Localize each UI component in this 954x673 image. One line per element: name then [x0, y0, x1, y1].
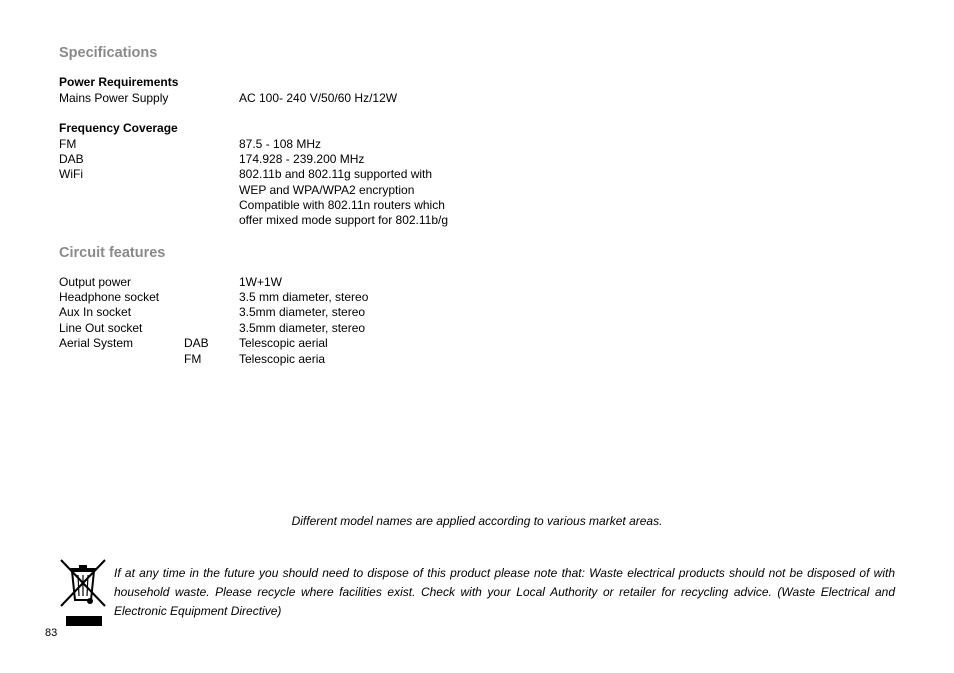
spec-label: Mains Power Supply: [59, 91, 169, 105]
circuit-sub-label: FM: [184, 352, 202, 366]
circuit-label: Line Out socket: [59, 321, 143, 335]
spec-value: 174.928 - 239.200 MHz: [239, 152, 365, 166]
circuit-value: 3.5mm diameter, stereo: [239, 305, 366, 319]
spec-label: WiFi: [59, 167, 83, 181]
circuit-value: 3.5mm diameter, stereo: [239, 321, 366, 335]
circuit-label: Headphone socket: [59, 290, 160, 304]
spec-value: AC 100- 240 V/50/60 Hz/12W: [239, 91, 398, 105]
market-note: Different model names are applied according to various market areas.: [291, 514, 663, 528]
spec-value: Compatible with 802.11n routers which: [239, 198, 445, 212]
circuit-label: Aerial System: [59, 336, 134, 350]
spec-value: 802.11b and 802.11g supported with: [239, 167, 433, 181]
spec-label: DAB: [59, 152, 84, 166]
power-requirements-title: Power Requirements: [59, 75, 179, 89]
circuit-label: Aux In socket: [59, 305, 132, 319]
circuit-value: 3.5 mm diameter, stereo: [239, 290, 369, 304]
circuit-sub-label: DAB: [184, 336, 209, 350]
circuit-features-heading: Circuit features: [59, 245, 166, 261]
page-number: 83: [45, 627, 58, 639]
circuit-value: 1W+1W: [239, 275, 283, 289]
specifications-heading: Specifications: [59, 45, 158, 61]
spec-value: 87.5 - 108 MHz: [239, 137, 322, 151]
frequency-coverage-title: Frequency Coverage: [59, 121, 178, 135]
spec-value: WEP and WPA/WPA2 encryption: [239, 183, 415, 197]
circuit-value: Telescopic aerial: [239, 336, 328, 350]
crossed-out-wheelie-bin-icon: [58, 556, 108, 628]
disposal-notice: If at any time in the future you should need to dispose of this product please note that: Waste electrical products should not be disposed of with household waste. Please recycle where facilities exist. Check with your Local Authority or retailer for recycling advice. (Waste Electrical and Electronic Equipment Directive): [114, 566, 895, 618]
circuit-value: Telescopic aeria: [239, 352, 326, 366]
spec-label: FM: [59, 137, 77, 151]
spec-value: offer mixed mode support for 802.11b/g: [239, 213, 449, 227]
circuit-label: Output power: [59, 275, 132, 289]
